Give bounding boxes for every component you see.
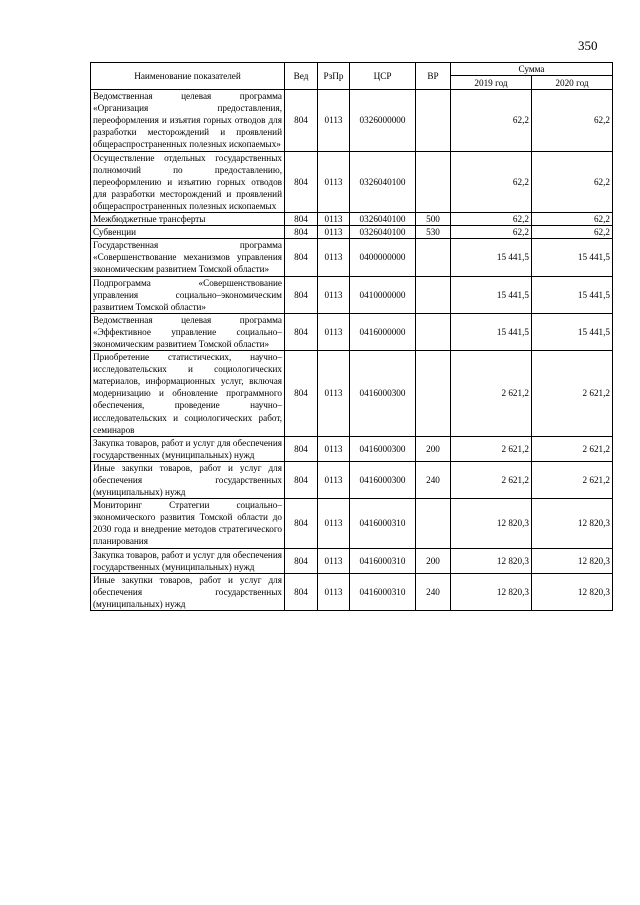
row-rzpr: 0113 [318, 313, 350, 350]
row-sum-2019: 2 621,2 [451, 461, 532, 498]
row-sum-2020: 12 820,3 [532, 548, 613, 573]
row-sum-2020: 2 621,2 [532, 351, 613, 437]
row-ved: 804 [285, 548, 318, 573]
row-rzpr: 0113 [318, 239, 350, 276]
table-row [91, 461, 613, 498]
row-name: Иные закупки товаров, работ и услуг для обеспечения государственных (муниципальных) нужд [91, 461, 285, 498]
row-vr: 240 [416, 573, 451, 610]
row-ved: 804 [285, 213, 318, 226]
row-sum-2019: 2 621,2 [451, 436, 532, 461]
row-sum-2020: 15 441,5 [532, 276, 613, 313]
row-name: Субвенции [91, 226, 285, 239]
row-ved: 804 [285, 351, 318, 437]
row-csr: 0416000310 [350, 548, 416, 573]
row-name: Ведомственная целевая программа «Организация предоставления, переоформления и изъятия горных отводов для разработки месторождений и проявлений общераспространенных полезных ископаемых» [91, 90, 285, 151]
row-sum-2020: 12 820,3 [532, 499, 613, 548]
row-rzpr: 0113 [318, 461, 350, 498]
row-sum-2019: 62,2 [451, 151, 532, 212]
table-row [91, 548, 613, 573]
table-row [91, 151, 613, 212]
row-sum-2020: 62,2 [532, 213, 613, 226]
header-2020: 2020 год [532, 76, 613, 90]
row-name: Подпрограмма «Совершенствование управления социально–экономическим развитием Томской области» [91, 276, 285, 313]
header-2019: 2019 год [451, 76, 532, 90]
row-vr [416, 90, 451, 151]
row-csr: 0416000310 [350, 499, 416, 548]
row-ved: 804 [285, 573, 318, 610]
row-ved: 804 [285, 90, 318, 151]
row-name: Межбюджетные трансферты [91, 213, 285, 226]
row-ved: 804 [285, 226, 318, 239]
header-ved: Вед [285, 63, 318, 90]
row-rzpr: 0113 [318, 548, 350, 573]
row-ved: 804 [285, 499, 318, 548]
row-ved: 804 [285, 436, 318, 461]
row-sum-2020: 62,2 [532, 226, 613, 239]
row-sum-2019: 15 441,5 [451, 313, 532, 350]
row-rzpr: 0113 [318, 573, 350, 610]
row-ved: 804 [285, 313, 318, 350]
row-sum-2020: 12 820,3 [532, 573, 613, 610]
header-vr: ВР [416, 63, 451, 90]
row-sum-2019: 15 441,5 [451, 239, 532, 276]
page-number: 350 [578, 38, 598, 53]
row-csr: 0416000300 [350, 436, 416, 461]
row-name: Приобретение статистических, научно–исследовательских и социологических материалов, информационных услуг, включая модернизацию и обновление программного обеспечения, проведение научно–исследовательских и социологических работ, семинаров [91, 351, 285, 437]
row-vr [416, 276, 451, 313]
row-csr: 0326040100 [350, 151, 416, 212]
row-rzpr: 0113 [318, 213, 350, 226]
table-row [91, 239, 613, 276]
row-sum-2019: 2 621,2 [451, 351, 532, 437]
row-vr: 200 [416, 548, 451, 573]
row-rzpr: 0113 [318, 226, 350, 239]
row-sum-2019: 12 820,3 [451, 499, 532, 548]
row-csr: 0416000310 [350, 573, 416, 610]
row-vr [416, 499, 451, 548]
row-sum-2020: 62,2 [532, 151, 613, 212]
row-vr [416, 313, 451, 350]
row-csr: 0326040100 [350, 213, 416, 226]
row-sum-2020: 62,2 [532, 90, 613, 151]
table-row [91, 351, 613, 437]
row-rzpr: 0113 [318, 351, 350, 437]
row-sum-2020: 15 441,5 [532, 313, 613, 350]
row-name: Закупка товаров, работ и услуг для обеспечения государственных (муниципальных) нужд [91, 436, 285, 461]
row-sum-2020: 2 621,2 [532, 436, 613, 461]
table-row [91, 213, 613, 226]
row-rzpr: 0113 [318, 151, 350, 212]
row-csr: 0326040100 [350, 226, 416, 239]
row-sum-2020: 2 621,2 [532, 461, 613, 498]
row-vr [416, 351, 451, 437]
row-csr: 0416000300 [350, 461, 416, 498]
row-ved: 804 [285, 461, 318, 498]
row-name: Иные закупки товаров, работ и услуг для обеспечения государственных (муниципальных) нужд [91, 573, 285, 610]
row-sum-2019: 12 820,3 [451, 573, 532, 610]
row-sum-2019: 15 441,5 [451, 276, 532, 313]
row-sum-2019: 12 820,3 [451, 548, 532, 573]
header-csr: ЦСР [350, 63, 416, 90]
row-csr: 0326000000 [350, 90, 416, 151]
table-row [91, 573, 613, 610]
row-vr: 240 [416, 461, 451, 498]
row-ved: 804 [285, 239, 318, 276]
row-rzpr: 0113 [318, 90, 350, 151]
row-name: Ведомственная целевая программа «Эффективное управление социально–экономическим развитием Томской области» [91, 313, 285, 350]
row-vr: 530 [416, 226, 451, 239]
row-csr: 0410000000 [350, 276, 416, 313]
table-row [91, 436, 613, 461]
header-sum: Сумма [451, 63, 613, 76]
row-vr: 500 [416, 213, 451, 226]
row-sum-2019: 62,2 [451, 90, 532, 151]
row-rzpr: 0113 [318, 436, 350, 461]
row-sum-2019: 62,2 [451, 213, 532, 226]
row-vr: 200 [416, 436, 451, 461]
table-row [91, 313, 613, 350]
row-vr [416, 151, 451, 212]
row-name: Государственная программа «Совершенствование механизмов управления экономическим развитием Томской области» [91, 239, 285, 276]
table-row [91, 90, 613, 151]
row-ved: 804 [285, 151, 318, 212]
row-csr: 0416000300 [350, 351, 416, 437]
row-name: Осуществление отдельных государственных полномочий по предоставлению, переоформлению и изъятию горных отводов для разработки месторождений и проявлений общераспространенных полезных ископаемых [91, 151, 285, 212]
row-ved: 804 [285, 276, 318, 313]
row-name: Закупка товаров, работ и услуг для обеспечения государственных (муниципальных) нужд [91, 548, 285, 573]
table-row [91, 499, 613, 548]
row-rzpr: 0113 [318, 499, 350, 548]
row-vr [416, 239, 451, 276]
row-sum-2020: 15 441,5 [532, 239, 613, 276]
budget-table [90, 62, 613, 611]
row-rzpr: 0113 [318, 276, 350, 313]
row-sum-2019: 62,2 [451, 226, 532, 239]
row-csr: 0416000000 [350, 313, 416, 350]
row-csr: 0400000000 [350, 239, 416, 276]
table-row [91, 226, 613, 239]
table-row [91, 276, 613, 313]
header-rzpr: РзПр [318, 63, 350, 90]
header-name: Наименование показателей [91, 63, 285, 90]
row-name: Мониторинг Стратегии социально–экономического развития Томской области до 2030 года и внедрение методов стратегического планирования [91, 499, 285, 548]
